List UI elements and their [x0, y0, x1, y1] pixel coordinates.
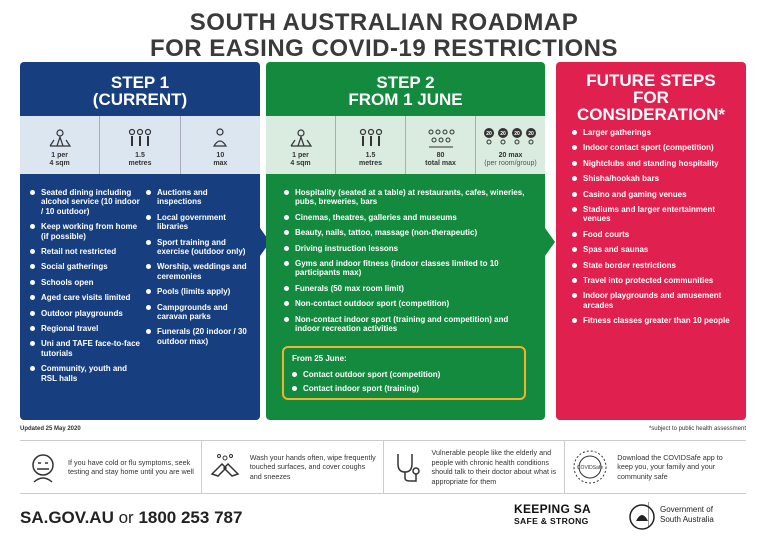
list-item: Travel into protected communities — [572, 276, 738, 285]
tip-sick: If you have cold or flu symptoms, seek testing and stay home until you are well — [20, 441, 202, 493]
list-item: Outdoor playgrounds — [30, 309, 142, 318]
step1-icon-row — [20, 116, 260, 174]
list-item: Local government libraries — [146, 213, 254, 232]
website-link[interactable]: SA.GOV.AU — [20, 508, 114, 527]
list-item: Stadiums and larger entertainment venues — [572, 205, 738, 224]
list-item: Driving instruction lessons — [284, 244, 534, 253]
list-item: Beauty, nails, tattoo, massage (non-therapeutic) — [284, 228, 534, 237]
list-item: Funerals (50 max room limit) — [284, 284, 534, 293]
list-item: Worship, weddings and ceremonies — [146, 262, 254, 281]
svg-text:20: 20 — [527, 131, 534, 137]
step1-distance-cell: 1.5 metres — [100, 116, 180, 174]
step1-heading: STEP 1 (CURRENT) — [92, 73, 188, 109]
list-item: State border restrictions — [572, 261, 738, 270]
covidsafe-app-icon — [571, 448, 609, 486]
tip-vulnerable: Vulnerable people like the elderly and people with chronic health conditions should talk to their doctor about what is appropriate for them — [384, 441, 566, 493]
list-item: Aged care visits limited — [30, 293, 142, 302]
list-item: Indoor contact sport (competition) — [572, 143, 738, 152]
list-item: Contact indoor sport (training) — [292, 384, 516, 393]
future-list — [572, 128, 738, 332]
list-item: Shisha/hookah bars — [572, 174, 738, 183]
future-heading: FUTURE STEPS FOR CONSIDERATION* — [577, 71, 725, 124]
list-item: Campgrounds and caravan parks — [146, 303, 254, 322]
list-item: Hospitality (seated at a table) at restaurants, cafes, wineries, pubs, breweries, bars — [284, 188, 534, 207]
list-item: Spas and saunas — [572, 245, 738, 254]
list-item: Community, youth and RSL halls — [30, 364, 142, 383]
june-heading: From 25 June: — [292, 354, 347, 363]
phone-number[interactable]: 1800 253 787 — [138, 508, 243, 527]
step1-group-cell: 10 max — [181, 116, 260, 174]
list-item: Gyms and indoor fitness (indoor classes limited to 10 participants max) — [284, 259, 534, 278]
list-item: Regional travel — [30, 324, 142, 333]
list-item: Retail not restricted — [30, 247, 142, 256]
step1-right-list — [146, 188, 254, 352]
list-item: Pools (limits apply) — [146, 287, 254, 296]
list-item: Uni and TAFE face-to-face tutorials — [30, 339, 142, 358]
step2-heading: STEP 2 FROM 1 JUNE — [348, 73, 463, 109]
list-item: Funerals (20 indoor / 30 outdoor max) — [146, 327, 254, 346]
step2-crowd-cell: 80 total max — [406, 116, 476, 174]
sa-government-crest-icon — [628, 503, 656, 531]
list-item: Auctions and inspections — [146, 188, 254, 207]
june-list — [292, 370, 516, 394]
step2-arrow — [545, 228, 555, 256]
distanced-people-icon — [127, 128, 153, 148]
group-icon — [209, 128, 231, 148]
step2-icon-row — [266, 116, 545, 174]
list-item: Nightclubs and standing hospitality — [572, 159, 738, 168]
list-item: Social gatherings — [30, 262, 142, 271]
step2-density-cell: 1 per 4 sqm — [266, 116, 336, 174]
page-title-line1: SOUTH AUSTRALIAN ROADMAP — [189, 9, 579, 36]
list-item: Indoor playgrounds and amusement arcades — [572, 291, 738, 310]
svg-text:20: 20 — [513, 131, 520, 137]
hand-washing-icon — [208, 450, 242, 484]
person-per-area-icon — [48, 128, 72, 148]
distanced-people-icon — [358, 128, 384, 148]
page-title-line2: FOR EASING COVID-19 RESTRICTIONS — [149, 35, 619, 62]
future-panel — [556, 62, 746, 420]
keeping-sa-logo: KEEPING SA SAFE & STRONG — [514, 502, 592, 526]
list-item: Cinemas, theatres, galleries and museums — [284, 213, 534, 222]
health-tips-row — [20, 440, 746, 494]
svg-text:20: 20 — [499, 131, 506, 137]
footnote: *subject to public health assessment — [648, 426, 746, 432]
step2-rooms-cell: 20 20 20 20 20 max (per room/group) — [476, 116, 545, 174]
step2-list — [284, 188, 534, 339]
from-25-june-box — [282, 346, 526, 400]
tip-handwash: Wash your hands often, wipe frequently touched surfaces, and cover coughs and sneezes — [202, 441, 384, 493]
list-item: Non-contact indoor sport (training and competition) and indoor recreation activities — [284, 315, 534, 334]
stethoscope-icon — [390, 450, 424, 484]
rooms-20-icon — [481, 128, 541, 148]
list-item: Non-contact outdoor sport (competition) — [284, 299, 534, 308]
contact-line: SA.GOV.AU or 1800 253 787 — [20, 508, 243, 527]
list-item: Contact outdoor sport (competition) — [292, 370, 516, 379]
list-item: Food courts — [572, 230, 738, 239]
step1-density-cell: 1 per 4 sqm — [20, 116, 100, 174]
list-item: Fitness classes greater than 10 people — [572, 316, 738, 325]
step1-left-list — [30, 188, 142, 389]
list-item: Schools open — [30, 278, 142, 287]
step2-panel — [266, 62, 545, 420]
person-per-area-icon — [289, 128, 313, 148]
list-item: Casino and gaming venues — [572, 190, 738, 199]
svg-text:COVIDSafe: COVIDSafe — [577, 465, 604, 471]
sick-person-icon — [26, 450, 60, 484]
crowd-icon — [426, 128, 456, 148]
tip-covidsafe: COVIDSafe Download the COVIDSafe app to keep you, your family and your community safe — [565, 441, 746, 493]
updated-date: Updated 25 May 2020 — [20, 426, 81, 432]
government-logo-text: Government of South Australia — [660, 505, 714, 524]
list-item: Sport training and exercise (outdoor only) — [146, 238, 254, 257]
step1-panel — [20, 62, 260, 420]
list-item: Seated dining including alcohol service (10 indoor / 10 outdoor) — [30, 188, 142, 216]
list-item: Larger gatherings — [572, 128, 738, 137]
step2-distance-cell: 1.5 metres — [336, 116, 406, 174]
list-item: Keep working from home (if possible) — [30, 222, 142, 241]
svg-text:20: 20 — [485, 131, 492, 137]
